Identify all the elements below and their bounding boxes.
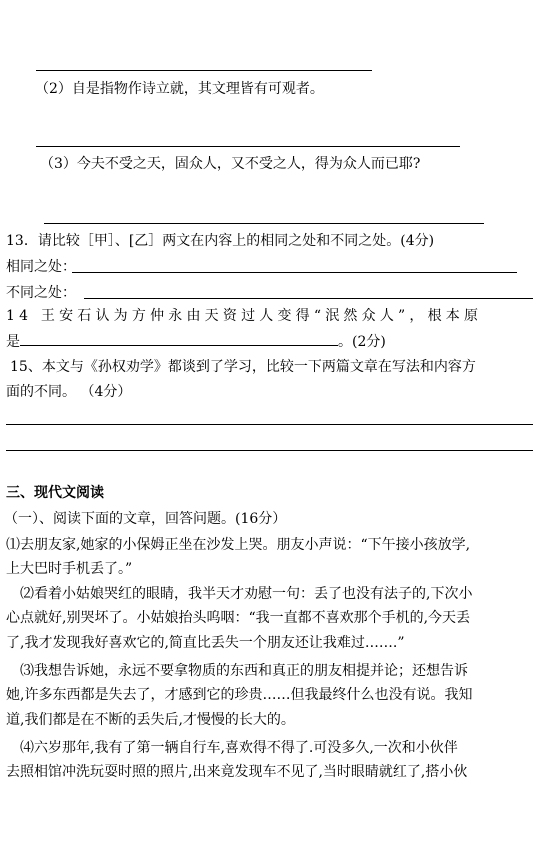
q15-line-2: 面的不同。 （4分） [6,384,132,400]
answer-line-q15-1 [6,424,533,425]
answer-line-q12-2 [36,146,460,147]
passage-line: 去照相馆冲洗玩耍时照的照片,出来竟发现车不见了,当时眼睛就红了,搭小伙 [6,764,468,780]
q13-same-label: 相同之处： [6,259,76,275]
answer-line-q13-same [72,272,517,273]
q14-answer-blank [20,331,338,346]
q14-line-2 [6,331,386,352]
answer-line-q12-3 [44,223,484,224]
passage-line: ⑴去朋友家,她家的小保姆正坐在沙发上哭。朋友小声说：“下午接小孩放学, [6,537,471,553]
passage-line: 道,我们都是在不断的丢失后,才慢慢的长大的。 [6,712,295,728]
q14-line-2-prefix: 是 [6,334,20,350]
passage-line: 了,我才发现我好喜欢它的,简直比丢失一个朋友还让我难过…….” [6,635,405,651]
passage-line: 她,许多东西都是失去了，才感到它的珍贵……但我最终什么也没有说。我知 [6,687,473,703]
passage-line: ⑷六岁那年,我有了第一辆自行车,喜欢得不得了.可没多久,一次和小伙伴 [6,740,458,756]
answer-line-q12-1 [36,70,372,71]
q14-line-1: 14 王安石认为方仲永由天资过人变得“泯然众人”，根本原 [6,308,483,324]
section-3-subtitle: （一）、阅读下面的文章，回答问题。(16分） [4,511,287,527]
section-3-title: 三、现代文阅读 [6,485,104,501]
passage-line: ⑵看着小姑娘哭红的眼睛，我半天才劝慰一句：丢了也没有法子的,下次小 [6,586,473,602]
passage-line: ⑶我想告诉她，永远不要拿物质的东西和真正的朋友相提并论；还想告诉 [6,663,468,679]
passage-line: 上大巴时手机丢了。” [6,561,133,577]
q14-line-2-suffix: 。(2分) [338,334,386,350]
q13-prompt: 13．请比较［甲］、[乙］两文在内容上的相同之处和不同之处。(4分) [6,233,435,249]
q15-line-1: 15、本文与《孙权劝学》都谈到了学习，比较一下两篇文章在写法和内容方 [10,359,476,375]
q12-item-3: （3）今夫不受之天，固众人，又不受之人，得为众人而已耶? [40,156,421,172]
q13-diff-label: 不同之处： [6,285,76,301]
answer-line-q15-2 [6,450,533,451]
passage-line: 心点就好,别哭坏了。小姑娘抬头呜咽：“我一直都不喜欢那个手机的,今天丢 [6,610,471,626]
answer-line-q13-diff [84,298,533,299]
q12-item-2: （2）自是指物作诗立就，其文理皆有可观者。 [35,81,324,97]
